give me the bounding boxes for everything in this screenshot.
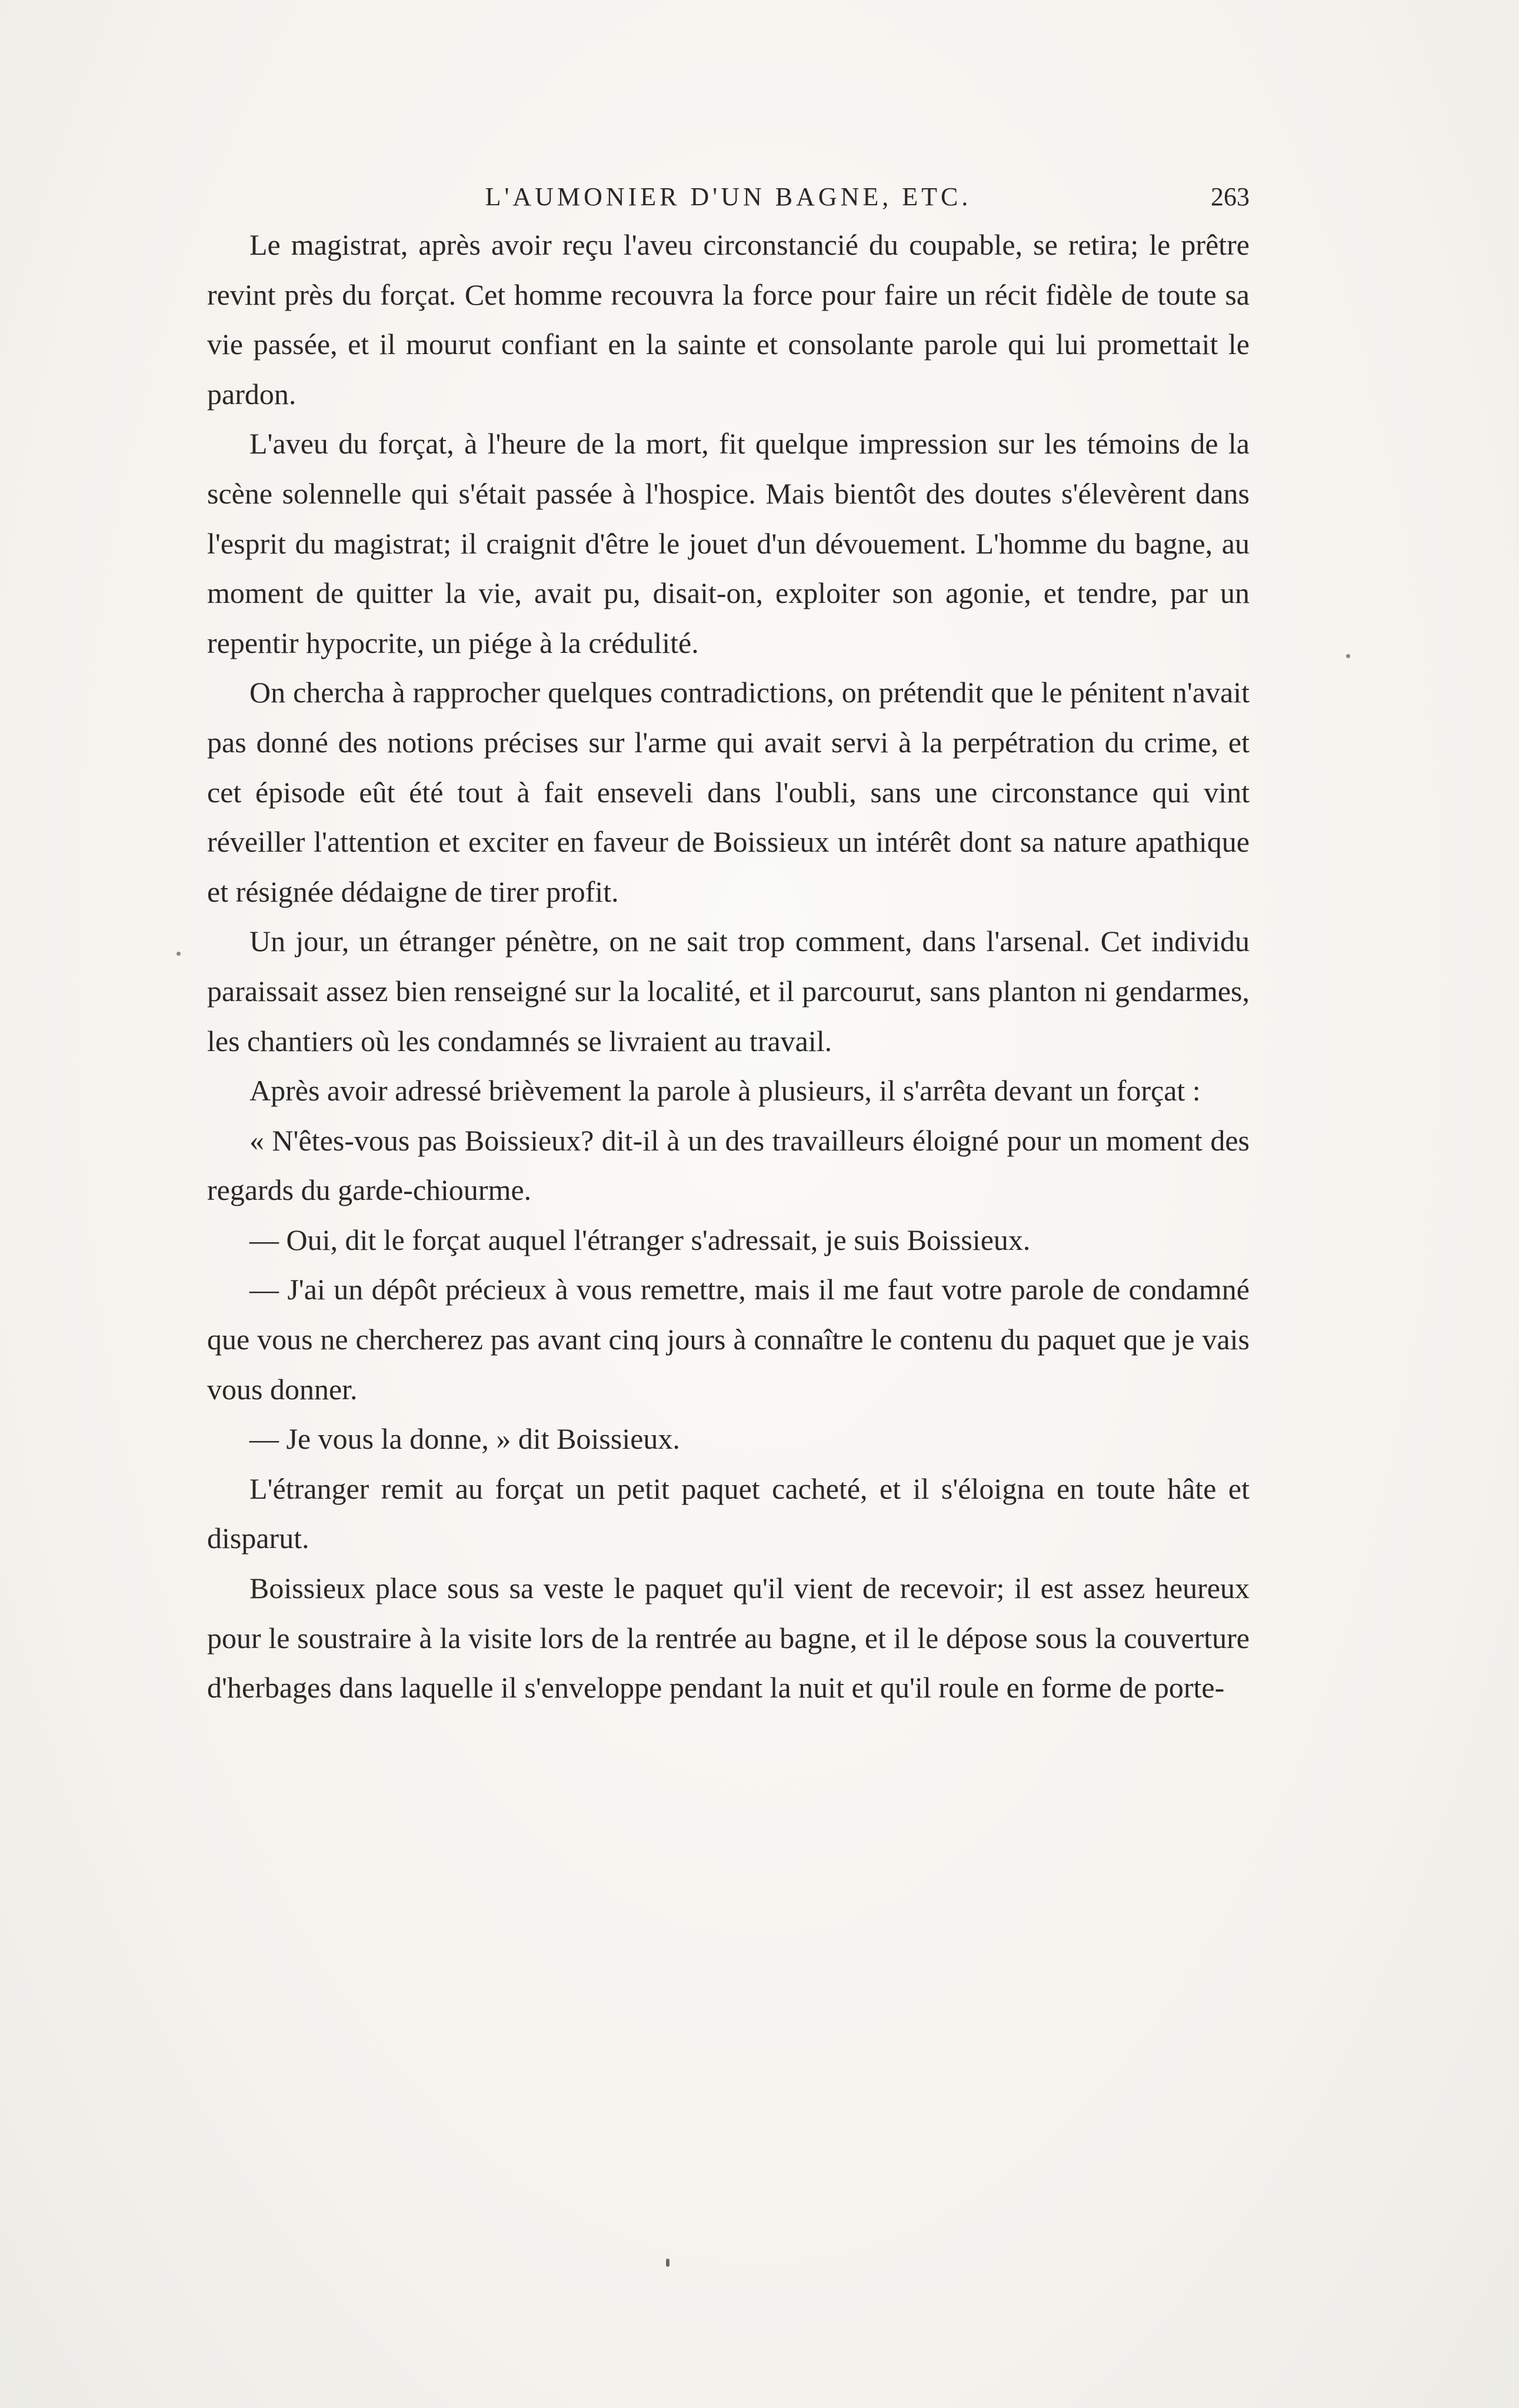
paragraph: L'étranger remit au forçat un petit paquet cacheté, et il s'éloigna en toute hâte et disparut. xyxy=(207,1472,1250,1555)
page-header xyxy=(207,176,1250,218)
page-number: 263 xyxy=(1211,182,1250,211)
running-title: L'AUMONIER D'UN BAGNE, ETC. xyxy=(485,182,972,211)
ink-speck xyxy=(1346,654,1350,658)
paragraph: Boissieux place sous sa veste le paquet qu'il vient de recevoir; il est assez heureux pour le soustraire à la visite lors de la rentrée au bagne, et il le dépose sous la couverture d'herbages dans laquelle il s'enveloppe pendant la nuit et qu'il roule en forme de porte- xyxy=(207,1572,1250,1705)
ink-mark xyxy=(666,2259,669,2267)
paragraph: Après avoir adressé brièvement la parole à plusieurs, il s'arrêta devant un forçat : xyxy=(249,1074,1201,1108)
paragraph: Le magistrat, après avoir reçu l'aveu circonstancié du coupable, se retira; le prêtre revint près du forçat. Cet homme recouvra la force pour faire un récit fidèle de toute sa vie passée, et il mourut confiant en la sainte et consolante parole qui lui promettait le pardon. xyxy=(207,228,1250,411)
dialogue-line: « N'êtes-vous pas Boissieux? dit-il à un des travailleurs éloigné pour un moment des regards du garde-chiourme. xyxy=(207,1123,1250,1207)
paragraph: Un jour, un étranger pénètre, on ne sait trop comment, dans l'arsenal. Cet individu paraissait assez bien renseigné sur la localité, et il parcourut, sans planton ni gendarmes, les chantiers où les condamnés se livraient au travail. xyxy=(207,925,1250,1058)
dialogue-line: — J'ai un dépôt précieux à vous remettre, mais il me faut votre parole de condamné que vous ne chercherez pas avant cinq jours à connaître le contenu du paquet que je vais vous donner. xyxy=(207,1273,1250,1406)
ink-speck xyxy=(176,952,181,956)
paragraph: L'aveu du forçat, à l'heure de la mort, fit quelque impression sur les témoins de la scène solennelle qui s'était passée à l'hospice. Mais bientôt des doutes s'élevèrent dans l'esprit du magistrat; il craignit d'être le jouet d'un dévouement. L'homme du bagne, au moment de quitter la vie, avait pu, disait-on, exploiter son agonie, et tendre, par un repentir hypocrite, un piége à la crédulité. xyxy=(207,427,1250,659)
paragraph: On chercha à rapprocher quelques contradictions, on prétendit que le pénitent n'avait pas donné des notions précises sur l'arme qui avait servi à la perpétration du crime, et cet épisode eût été tout à fait enseveli dans l'oubli, sans une circonstance qui vint réveiller l'attention et exciter en faveur de Boissieux un intérêt dont sa nature apathique et résignée dédaigne de tirer profit. xyxy=(207,676,1250,908)
page-body xyxy=(207,220,1250,1713)
dialogue-line: — Oui, dit le forçat auquel l'étranger s'adressait, je suis Boissieux. xyxy=(249,1223,1031,1256)
dialogue-line: — Je vous la donne, » dit Boissieux. xyxy=(249,1422,680,1456)
